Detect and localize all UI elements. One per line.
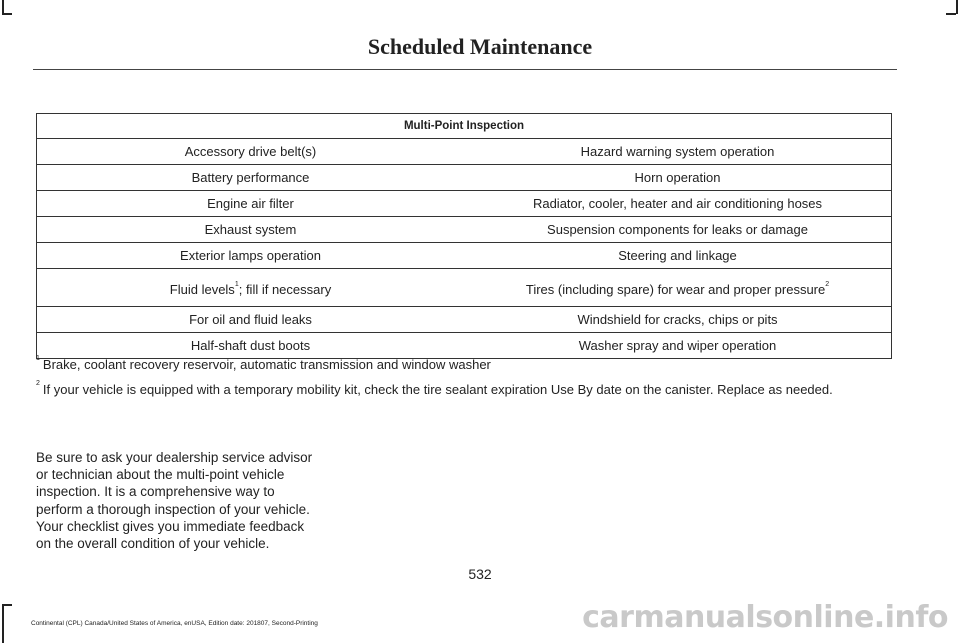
edition-info: Continental (CPL) Canada/United States of America, enUSA, Edition date: 201807, Second-Printing — [31, 620, 318, 627]
table-cell: Half-shaft dust boots — [37, 333, 465, 359]
table-cell — [37, 269, 465, 307]
footnote-reference: 2 — [825, 281, 830, 288]
footnote-reference: 1 — [234, 281, 239, 288]
table-cell: For oil and fluid leaks — [37, 307, 465, 333]
table-cell: Windshield for cracks, chips or pits — [464, 307, 892, 333]
table-cell: Washer spray and wiper operation — [464, 333, 892, 359]
crop-mark — [956, 0, 958, 14]
footnote-text: Brake, coolant recovery reservoir, automatic transmission and window washer — [42, 357, 491, 372]
table-cell — [464, 269, 892, 307]
cell-text-suffix: ; fill if necessary — [238, 282, 332, 297]
title-divider — [33, 69, 897, 70]
crop-mark — [2, 604, 4, 643]
footnote — [36, 357, 491, 372]
page-number: 532 — [468, 566, 492, 582]
table-cell: Exterior lamps operation — [37, 243, 465, 269]
table-row — [37, 243, 892, 269]
table-cell: Engine air filter — [37, 191, 465, 217]
table-cell: Hazard warning system operation — [464, 139, 892, 165]
crop-mark — [946, 13, 956, 15]
crop-mark — [2, 604, 12, 606]
table-heading: Multi-Point Inspection — [37, 114, 892, 139]
table-row — [37, 217, 892, 243]
footnote-text: If your vehicle is equipped with a temporary mobility kit, check the tire sealant expiration Use By date on the canister. Replace as needed. — [42, 382, 833, 397]
table-cell: Suspension components for leaks or damage — [464, 217, 892, 243]
table-row — [37, 191, 892, 217]
multi-point-inspection-table — [36, 113, 892, 359]
table-row — [37, 165, 892, 191]
crop-mark — [2, 0, 4, 14]
table-row — [37, 333, 892, 359]
table-cell: Steering and linkage — [464, 243, 892, 269]
footnote-marker: 2 — [36, 380, 40, 387]
footnote-marker: 1 — [36, 355, 40, 362]
page-title: Scheduled Maintenance — [367, 34, 593, 59]
table-cell: Radiator, cooler, heater and air conditioning hoses — [464, 191, 892, 217]
watermark: carmanualsonline.info — [582, 600, 948, 635]
body-paragraph: Be sure to ask your dealership service advisor or technician about the multi-point vehicle inspection. It is a comprehensive way to perform a thorough inspection of your vehicle. Your checklist gives you immediate feedback on the overall condition of your vehicle. — [36, 450, 313, 552]
table-cell: Battery performance — [37, 165, 465, 191]
table-row — [37, 269, 892, 307]
table-header-row — [37, 114, 892, 139]
table-cell: Exhaust system — [37, 217, 465, 243]
cell-text: Tires (including spare) for wear and proper pressure — [525, 282, 826, 297]
table-cell: Horn operation — [464, 165, 892, 191]
cell-text: Fluid levels — [169, 282, 235, 297]
table-cell: Accessory drive belt(s) — [37, 139, 465, 165]
crop-mark — [2, 13, 12, 15]
table-row — [37, 307, 892, 333]
table-row — [37, 139, 892, 165]
footnote — [36, 382, 833, 397]
